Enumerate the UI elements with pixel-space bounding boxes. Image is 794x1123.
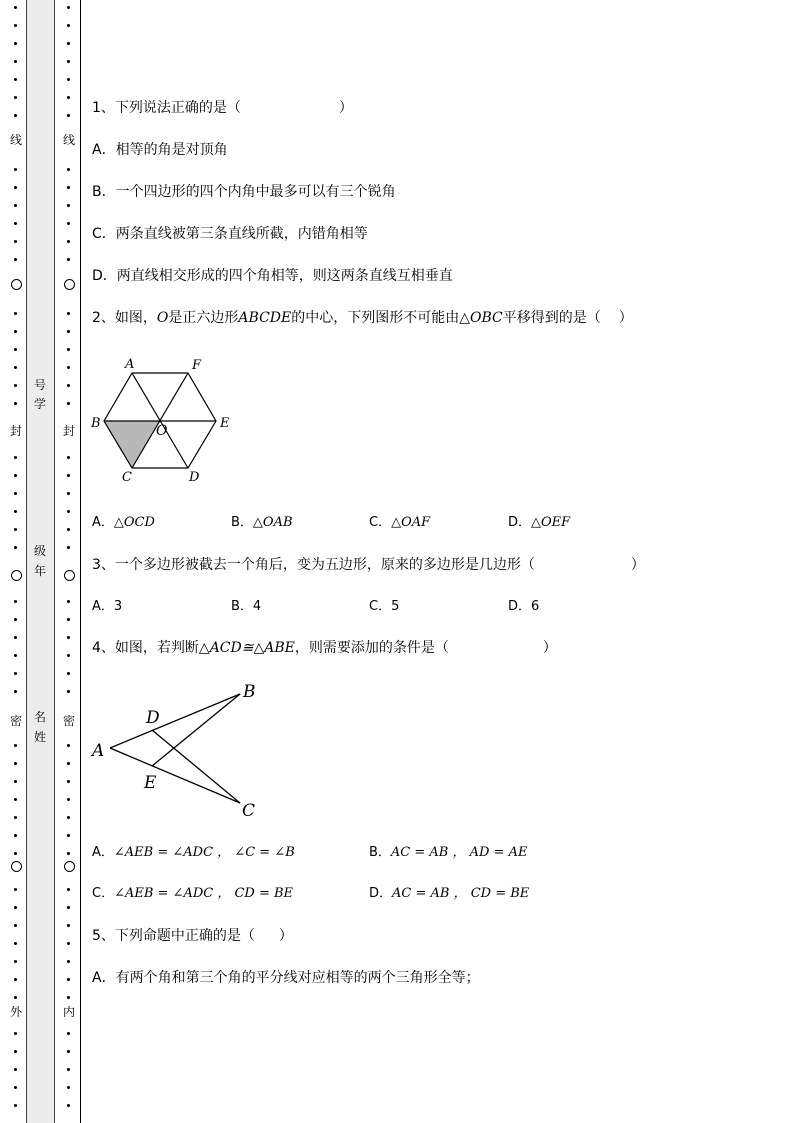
triangle-figure — [88, 680, 268, 820]
seal-dot — [67, 1050, 70, 1053]
seal-dot — [14, 636, 17, 639]
seal-dot — [67, 1068, 70, 1071]
seal-dot — [67, 924, 70, 927]
seal-dot — [14, 888, 17, 891]
seal-dot — [67, 654, 70, 657]
seal-dot — [67, 474, 70, 477]
question-5-stem: 5、下列命题中正确的是（ — [92, 928, 255, 944]
seal-dot — [14, 960, 17, 963]
seal-dot — [67, 240, 70, 243]
question-2-mid1: 是正六边形 — [168, 310, 239, 326]
seal-dot — [14, 114, 17, 117]
hexagon-label-a: A — [125, 357, 135, 372]
question-3 — [92, 556, 645, 574]
seal-dot — [67, 186, 70, 189]
question-2-option-b: B．△OAB — [231, 515, 293, 530]
seal-dot — [67, 312, 70, 315]
field-char-xue: 学 — [33, 397, 46, 411]
seal-dot — [14, 690, 17, 693]
inner-mark-feng: 封 — [62, 424, 75, 438]
outer-mark-feng: 封 — [9, 424, 22, 438]
seal-dot — [67, 618, 70, 621]
triangle-label-d: D — [146, 708, 160, 728]
question-3-close: ） — [630, 557, 645, 573]
seal-dot — [67, 1086, 70, 1089]
seal-dot — [67, 96, 70, 99]
question-2-center-label: O — [156, 310, 169, 326]
question-5-option-a: A．有两个角和第三个角的平分线对应相等的两个三角形全等； — [92, 970, 480, 986]
question-2-mid2: 的中心，下列图形不可能由 — [291, 310, 460, 326]
question-3-stem: 3、一个多边形被截去一个角后，变为五边形，原来的多边形是几边形（ — [92, 557, 535, 573]
question-4-close: ） — [542, 640, 557, 656]
question-2 — [92, 309, 633, 327]
option-value: AC = AB ， AD = AE — [390, 845, 528, 860]
seal-dot — [14, 24, 17, 27]
question-3-option-b: B．4 — [231, 599, 262, 614]
hexagon-label-d: D — [189, 470, 200, 485]
seal-dot — [14, 330, 17, 333]
question-1-option-b: B．一个四边形的四个内角中最多可以有三个锐角 — [92, 184, 396, 200]
question-1-stem: 1、下列说法正确的是（ — [92, 100, 241, 116]
seal-dot — [14, 402, 17, 405]
seal-dot — [14, 1104, 17, 1107]
seal-dot — [14, 996, 17, 999]
question-4-congruence: △ACD≅△ABE — [198, 640, 295, 656]
field-char-ji: 级 — [33, 544, 46, 558]
hexagon-label-e: E — [220, 416, 230, 431]
seal-dot — [67, 330, 70, 333]
seal-dot — [14, 312, 17, 315]
question-4-option-b: B．AC = AB ， AD = AE — [369, 845, 528, 860]
seal-dot — [67, 384, 70, 387]
question-4-option-d: D．AC = AB ， CD = BE — [369, 886, 530, 901]
seal-circle — [11, 570, 22, 581]
question-1 — [92, 99, 353, 117]
seal-dot — [14, 510, 17, 513]
seal-dot — [14, 924, 17, 927]
question-3-option-d: D．6 — [508, 599, 540, 614]
seal-dot — [67, 60, 70, 63]
seal-dot — [67, 744, 70, 747]
seal-dot — [14, 492, 17, 495]
seal-dot — [67, 24, 70, 27]
seal-dot — [14, 1050, 17, 1053]
seal-dot — [14, 906, 17, 909]
seal-dot — [14, 978, 17, 981]
seal-circle — [64, 279, 75, 290]
shaded-triangle-obc — [104, 421, 160, 468]
outer-mark-xian: 线 — [9, 133, 22, 147]
seal-dot — [14, 222, 17, 225]
seal-dot — [67, 960, 70, 963]
question-4-prefix: 4、如图，若判断 — [92, 640, 199, 656]
seal-dot — [14, 744, 17, 747]
margin-line — [80, 0, 81, 1123]
option-value: △OAB — [252, 515, 293, 530]
option-value: △OEF — [531, 515, 571, 530]
seal-dot — [67, 42, 70, 45]
seal-dot — [14, 168, 17, 171]
question-5-close: ） — [278, 928, 293, 944]
seal-dot — [14, 546, 17, 549]
question-5 — [92, 927, 293, 945]
seal-dot — [67, 888, 70, 891]
seal-dot — [67, 762, 70, 765]
seal-dot — [14, 780, 17, 783]
seal-dot — [14, 366, 17, 369]
seal-dot — [67, 402, 70, 405]
field-char-hao: 号 — [33, 378, 46, 392]
seal-dot — [14, 258, 17, 261]
seal-dot — [67, 258, 70, 261]
seal-dot — [67, 942, 70, 945]
option-value: ∠AEB = ∠ADC ， CD = BE — [114, 886, 294, 901]
seal-dot — [67, 798, 70, 801]
option-value: ∠AEB = ∠ADC ， ∠C = ∠B — [113, 845, 295, 860]
question-1-option-a: A．相等的角是对顶角 — [92, 142, 228, 158]
seal-dot — [14, 1068, 17, 1071]
seal-dot — [67, 492, 70, 495]
seal-dot — [67, 672, 70, 675]
field-char-xing: 姓 — [33, 730, 46, 744]
seal-dot — [14, 654, 17, 657]
seal-dot — [67, 1032, 70, 1035]
question-4-option-a: A．∠AEB = ∠ADC ， ∠C = ∠B — [92, 845, 295, 860]
triangle-label-a: A — [92, 741, 105, 761]
seal-dot — [14, 600, 17, 603]
seal-dot — [67, 456, 70, 459]
seal-circle — [64, 861, 75, 872]
seal-dot — [67, 348, 70, 351]
seal-dot — [14, 834, 17, 837]
seal-dot — [14, 1032, 17, 1035]
inner-mark-nei: 内 — [62, 1005, 75, 1019]
seal-dot — [14, 852, 17, 855]
seal-dot — [67, 528, 70, 531]
hexagon-figure — [88, 352, 238, 487]
seal-dot — [14, 6, 17, 9]
option-value: △OAF — [391, 515, 431, 530]
question-3-option-c: C．5 — [369, 599, 400, 614]
question-4 — [92, 639, 557, 657]
seal-dot — [67, 222, 70, 225]
seal-dot — [67, 906, 70, 909]
seal-dot — [14, 762, 17, 765]
seal-dot — [67, 168, 70, 171]
seal-dot — [14, 816, 17, 819]
question-4-suffix: ，则需要添加的条件是（ — [294, 640, 449, 656]
seal-dot — [14, 618, 17, 621]
triangle-label-e: E — [144, 773, 157, 793]
question-3-option-a: A．3 — [92, 599, 123, 614]
seal-dot — [14, 186, 17, 189]
seal-dot — [14, 348, 17, 351]
option-value: △OCD — [113, 515, 155, 530]
question-2-hexagon-name: ABCDE — [238, 310, 292, 326]
seal-dot — [14, 798, 17, 801]
inner-seal-line — [59, 0, 79, 1123]
inner-mark-mi: 密 — [62, 714, 75, 728]
hexagon-label-o: O — [156, 423, 168, 439]
seal-dot — [14, 78, 17, 81]
field-char-nian: 年 — [33, 564, 46, 578]
seal-dot — [67, 510, 70, 513]
question-2-close: ） — [618, 310, 633, 326]
triangle-label-c: C — [242, 801, 256, 820]
hexagon-label-c: C — [122, 470, 132, 485]
outer-seal-line — [6, 0, 26, 1123]
option-value: AC = AB ， CD = BE — [392, 886, 530, 901]
question-2-option-d: D．△OEF — [508, 515, 571, 530]
seal-dot — [67, 834, 70, 837]
question-4-option-c: C．∠AEB = ∠ADC ， CD = BE — [92, 886, 294, 901]
seal-dot — [14, 456, 17, 459]
seal-dot — [67, 6, 70, 9]
question-2-option-c: C．△OAF — [369, 515, 431, 530]
question-1-close: ） — [338, 100, 353, 116]
question-2-mid3: 平移得到的是（ — [502, 310, 601, 326]
seal-dot — [67, 636, 70, 639]
outer-mark-wai: 外 — [9, 1005, 22, 1019]
seal-dot — [67, 114, 70, 117]
seal-dot — [67, 996, 70, 999]
question-1-option-c: C．两条直线被第三条直线所截，内错角相等 — [92, 226, 368, 242]
seal-dot — [14, 384, 17, 387]
seal-dot — [67, 366, 70, 369]
seal-dot — [67, 546, 70, 549]
seal-dot — [14, 240, 17, 243]
inner-mark-xian: 线 — [62, 133, 75, 147]
seal-dot — [14, 60, 17, 63]
triangle-label-b: B — [243, 682, 256, 702]
seal-dot — [14, 942, 17, 945]
seal-dot — [67, 978, 70, 981]
seal-dot — [14, 528, 17, 531]
question-2-option-a: A．△OCD — [92, 515, 155, 530]
seal-circle — [11, 279, 22, 290]
seal-dot — [67, 1104, 70, 1107]
seal-dot — [67, 816, 70, 819]
seal-dot — [67, 780, 70, 783]
question-2-triangle: △OBC — [459, 310, 503, 326]
seal-dot — [14, 42, 17, 45]
seal-dot — [67, 690, 70, 693]
seal-circle — [11, 861, 22, 872]
outer-mark-mi: 密 — [9, 714, 22, 728]
seal-dot — [67, 78, 70, 81]
seal-dot — [14, 96, 17, 99]
seal-dot — [67, 600, 70, 603]
seal-circle — [64, 570, 75, 581]
hexagon-label-f: F — [192, 358, 202, 373]
question-1-option-d: D．两直线相交形成的四个角相等，则这两条直线互相垂直 — [92, 268, 453, 284]
seal-dot — [67, 204, 70, 207]
seal-dot — [14, 1086, 17, 1089]
seal-dot — [14, 672, 17, 675]
seal-dot — [14, 474, 17, 477]
hexagon-label-b: B — [91, 416, 101, 431]
field-char-ming: 名 — [33, 710, 46, 724]
question-2-prefix: 2、如图， — [92, 310, 157, 326]
seal-dot — [14, 204, 17, 207]
seal-dot — [67, 852, 70, 855]
